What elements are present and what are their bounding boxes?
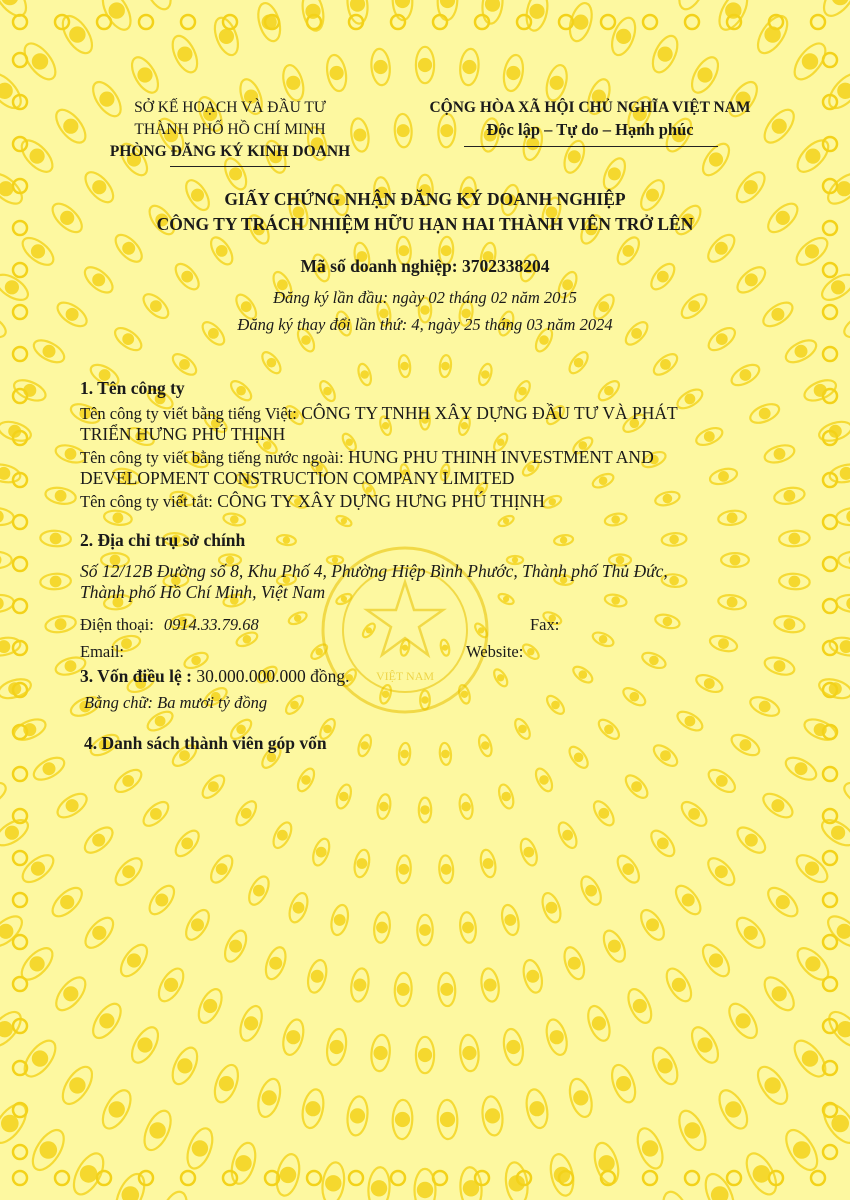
agency-header [60,97,400,163]
vn-name-value-1: CÔNG TY TNHH XÂY DỰNG ĐẦU TƯ VÀ PHÁT [301,403,678,423]
foreign-name-value-2: DEVELOPMENT CONSTRUCTION COMPANY LIMITED [80,468,515,488]
capital-words-value: Ba mươi tỷ đồng [157,693,268,712]
head-office-address [80,561,800,603]
section3-heading: 3. Vốn điều lệ : [80,666,192,686]
nation-motto: Độc lập – Tự do – Hạnh phúc [486,120,694,139]
email-label: Email: [80,642,124,661]
agency-line3: PHÒNG ĐĂNG KÝ KINH DOANH [109,143,351,160]
phone-label: Điện thoại: [80,615,154,634]
agency-line2: THÀNH PHỐ HỒ CHÍ MINH [134,121,326,138]
section1-heading: 1. Tên công ty [80,378,185,398]
short-name-value: CÔNG TY XÂY DỰNG HƯNG PHÚ THỊNH [217,491,545,511]
agency-line1: SỞ KẾ HOẠCH VÀ ĐẦU TƯ [134,99,326,116]
vn-name-label: Tên công ty viết bằng tiếng Việt: [80,404,297,423]
nation-header [400,97,780,141]
first-registration-date: Đăng ký lần đầu: ngày 02 tháng 02 năm 2015 [273,288,577,307]
section2-heading: 2. Địa chỉ trụ sở chính [80,530,246,550]
title-line2: CÔNG TY TRÁCH NHIỆM HỮU HẠN HAI THÀNH VIÊN TRỞ LÊN [156,214,694,234]
address-line1: Số 12/12B Đường số 8, Khu Phố 4, Phường Hiệp Bình Phước, Thành phố Thủ Đức, [80,561,668,581]
address-line2: Thành phố Hồ Chí Minh, Việt Nam [80,582,326,602]
section-company-name [80,378,800,512]
vn-name-value-2: TRIỂN HƯNG PHÚ THỊNH [80,424,286,444]
foreign-name-label: Tên công ty viết bằng tiếng nước ngoài: [80,448,344,467]
agency-underline [170,166,290,167]
phone-row [80,614,259,635]
certificate-title [0,188,850,235]
section4-heading: 4. Danh sách thành viên góp vốn [84,733,327,753]
charter-capital-row [80,666,349,687]
emblem-text: VIỆT NAM [375,669,435,683]
website-label: Website: [466,642,524,661]
business-code: Mã số doanh nghiệp: 3702338204 [300,256,550,276]
phone-value: 0914.33.79.68 [163,615,259,634]
change-registration-date: Đăng ký thay đổi lần thứ: 4, ngày 25 tháng 03 năm 2024 [237,315,613,334]
short-name-label: Tên công ty viết tắt: [80,492,213,511]
motto-underline [464,146,718,147]
charter-capital-value: 30.000.000.000 đồng. [196,666,350,686]
foreign-name-value-1: HUNG PHU THINH INVESTMENT AND [348,447,654,467]
capital-in-words [84,692,267,713]
nation-line1: CỘNG HÒA XÃ HỘI CHỦ NGHĨA VIỆT NAM [429,99,751,116]
fax-label: Fax: [530,615,560,634]
capital-words-label: Bằng chữ: [84,693,154,712]
title-line1: GIẤY CHỨNG NHẬN ĐĂNG KÝ DOANH NGHIỆP [224,189,626,209]
